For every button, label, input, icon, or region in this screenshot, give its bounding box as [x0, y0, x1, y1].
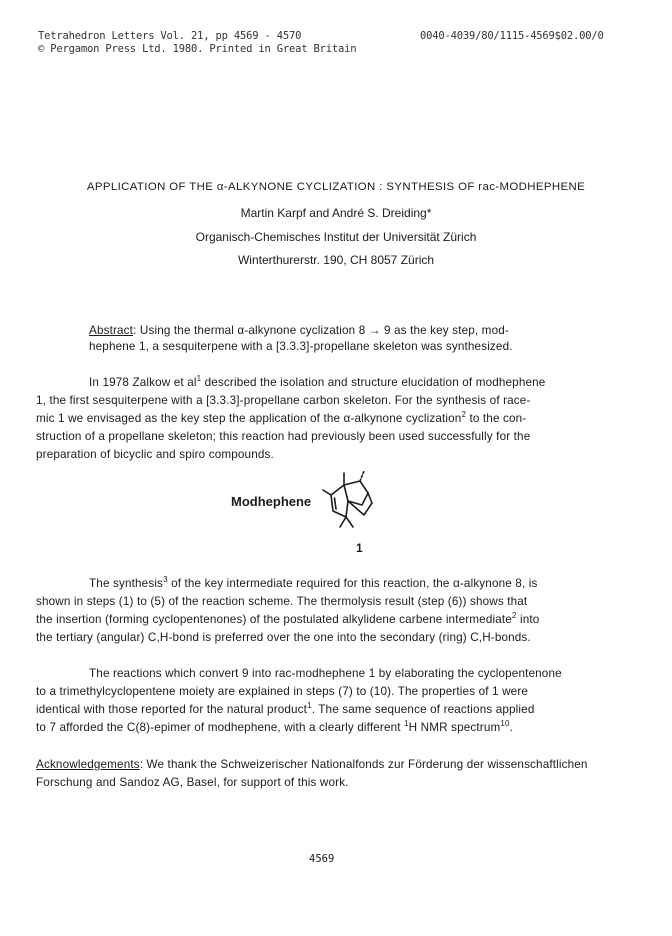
ack-label: Acknowledgements [36, 758, 140, 771]
para1-line-3: mic 1 we envisaged as the key step the application of the α-alkynone cyclization$^2$ to the con- [36, 410, 527, 425]
para3-line-1: The reactions which convert 9 into rac-modhephene 1 by elaborating the cyclopentenone [89, 667, 562, 680]
copyright-line: © Pergamon Press Ltd. 1980. Printed in Great Britain [38, 43, 357, 55]
ack-line-1 [36, 758, 588, 771]
abstract-line-2: hephene 1, a sesquiterpene with a [3.3.3]-propellane skeleton was synthesized. [89, 340, 513, 353]
paper-title: APPLICATION OF THE α-ALKYNONE CYCLIZATION : SYNTHESIS OF rac-MODHEPHENE [86, 181, 586, 193]
ack-text-1: : We thank the Schweizerischer Nationalfonds zur Förderung der wissenschaftlichen [139, 758, 588, 771]
para1-line-1: In 1978 Zalkow et $al^1$ described the isolation and structure elucidation of modhephene [89, 374, 546, 389]
para2-line-2: shown in steps (1) to (5) of the reaction scheme. The thermolysis result (step (6)) shows that [36, 595, 528, 608]
structure-label: Modhephene [231, 494, 312, 509]
journal-citation: Tetrahedron Letters Vol. 21, pp 4569 - 4570 [38, 30, 302, 42]
abstract-line-1 [89, 324, 509, 337]
para1-line-2: 1, the first sesquiterpene with a [3.3.3]-propellane carbon skeleton. For the synthesis of race- [36, 394, 531, 407]
para2-line-1: The synthesis$^3$ of the key intermediate required for this reaction, the α-alkynone 8, is [89, 575, 538, 590]
para1-line-4: struction of a propellane skeleton; this reaction had previously been used successfully for the [36, 430, 531, 443]
ack-line-2: Forschung and Sandoz AG, Basel, for support of this work. [36, 776, 349, 789]
abstract-text-1: : Using the thermal α-alkynone cyclization 8 → 9 as the key step, mod- [133, 324, 509, 337]
abstract-label: Abstract [89, 324, 134, 337]
affiliation-institute: Organisch-Chemisches Institut der Universität Zürich [195, 230, 477, 244]
para3-line-3: identical with those reported for the natural product$^1$. The same sequence of reactions applied [36, 701, 535, 716]
article-code: 0040-4039/80/1115-4569$02.00/0 [420, 30, 604, 42]
affiliation-address: Winterthurerstr. 190, CH 8057 Zürich [237, 253, 435, 267]
page-number: 4569 [309, 853, 335, 865]
para3-line-2: to a trimethylcyclopentene moiety are explained in steps (7) to (10). The properties of 1 were [36, 685, 529, 698]
para1-line-5: preparation of bicyclic and spiro compounds. [36, 448, 274, 461]
modhephene-structure [320, 467, 395, 537]
para2-line-3: the insertion (forming cyclopentenones) of the postulated alkylidene carbene intermediate$^2$ into [36, 611, 540, 626]
authors: Martin Karpf and André S. Dreiding* [240, 206, 432, 220]
para2-line-4: the tertiary (angular) C,H-bond is preferred over the one into the secondary (ring) C,H-bonds. [36, 631, 531, 644]
para3-line-4: to 7 afforded the C(8)-epimer of modhephene, with a clearly different $^1$H NMR spectrum$^{10}$. [36, 719, 513, 734]
compound-number: 1 [356, 541, 363, 555]
